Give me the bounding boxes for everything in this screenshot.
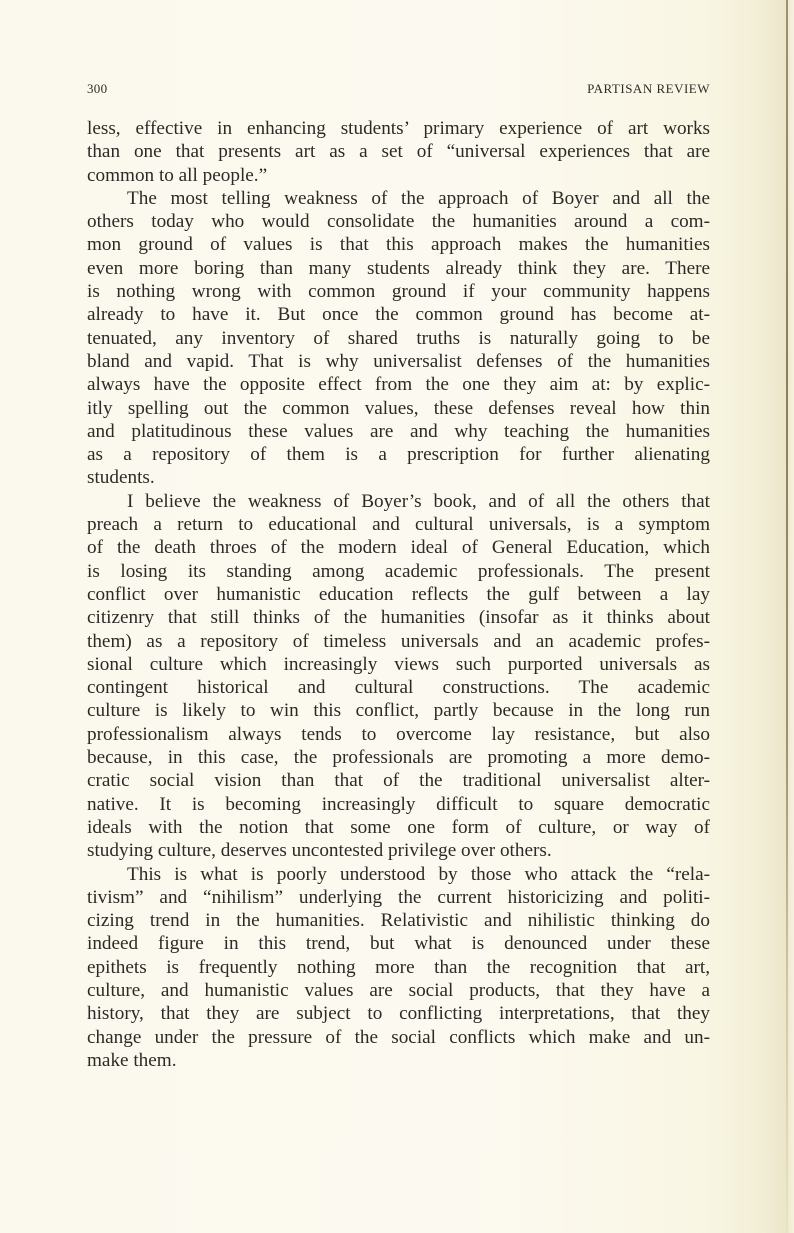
text-line: as a repository of them is a prescription for further alienating <box>87 444 710 466</box>
text-line: I believe the weakness of Boyer’s book, and of all the others that <box>127 490 710 512</box>
page-edge-line <box>786 0 788 1233</box>
text-line: native. It is becoming increasingly difficult to square democratic <box>87 793 710 815</box>
journal-title: PARTISAN REVIEW <box>587 81 710 96</box>
text-line: preach a return to educational and cultural universals, is a symptom <box>87 514 710 536</box>
text-line: because, in this case, the professionals are promoting a more demo- <box>87 747 710 769</box>
text-line: culture is likely to win this conflict, partly because in the long run <box>87 700 710 722</box>
text-line: make them. <box>87 1049 177 1071</box>
text-line: epithets is frequently nothing more than the recognition that art, <box>87 956 710 978</box>
page-binding-edge <box>788 0 794 1233</box>
text-line: is losing its standing among academic professionals. The present <box>87 560 710 582</box>
text-line: ideals with the notion that some one form of culture, or way of <box>87 816 710 838</box>
text-line: studying culture, deserves uncontested privilege over others. <box>87 840 552 862</box>
text-line: indeed figure in this trend, but what is denounced under these <box>87 933 710 955</box>
text-line: professionalism always tends to overcome lay resistance, but also <box>87 723 710 745</box>
text-line: always have the opposite effect from the one they aim at: by explic- <box>87 374 710 396</box>
text-line: itly spelling out the common values, these defenses reveal how thin <box>87 397 710 419</box>
running-head <box>87 81 710 99</box>
text-line: tivism” and “nihilism” underlying the current historicizing and politi- <box>87 886 710 908</box>
text-line: citizenry that still thinks of the humanities (insofar as it thinks about <box>87 607 710 629</box>
text-line: others today who would consolidate the humanities around a com- <box>87 211 710 233</box>
text-line: mon ground of values is that this approach makes the humanities <box>87 234 710 256</box>
text-line: conflict over humanistic education reflects the gulf between a lay <box>87 583 710 605</box>
text-line: than one that presents art as a set of “universal experiences that are <box>87 141 710 163</box>
text-line: culture, and humanistic values are social products, that they have a <box>87 979 710 1001</box>
text-line: them) as a repository of timeless universals and an academic profes- <box>87 630 710 652</box>
text-line: even more boring than many students already think they are. There <box>87 257 710 279</box>
text-line: common to all people.” <box>87 164 268 186</box>
text-line: history, that they are subject to conflicting interpretations, that they <box>87 1003 710 1025</box>
text-line: change under the pressure of the social conflicts which make and un- <box>87 1026 710 1048</box>
text-line: contingent historical and cultural constructions. The academic <box>87 677 710 699</box>
text-line: students. <box>87 467 155 489</box>
text-line: is nothing wrong with common ground if your community happens <box>87 281 710 303</box>
text-line: already to have it. But once the common ground has become at- <box>87 304 710 326</box>
text-line: and platitudinous these values are and why teaching the humanities <box>87 420 710 442</box>
text-line: tenuated, any inventory of shared truths is naturally going to be <box>87 327 710 349</box>
text-line: The most telling weakness of the approach of Boyer and all the <box>127 187 710 209</box>
text-line: cratic social vision than that of the traditional universalist alter- <box>87 770 710 792</box>
text-line: cizing trend in the humanities. Relativistic and nihilistic thinking do <box>87 910 710 932</box>
text-line: bland and vapid. That is why universalist defenses of the humanities <box>87 350 710 372</box>
text-line: This is what is poorly understood by those who attack the “rela- <box>127 863 710 885</box>
text-line: less, effective in enhancing students’ primary experience of art works <box>87 118 710 139</box>
body-text <box>87 117 710 1072</box>
text-line: of the death throes of the modern ideal of General Education, which <box>87 537 710 559</box>
text-line: sional culture which increasingly views such purported universals as <box>87 653 710 675</box>
page-number: 300 <box>87 81 108 96</box>
